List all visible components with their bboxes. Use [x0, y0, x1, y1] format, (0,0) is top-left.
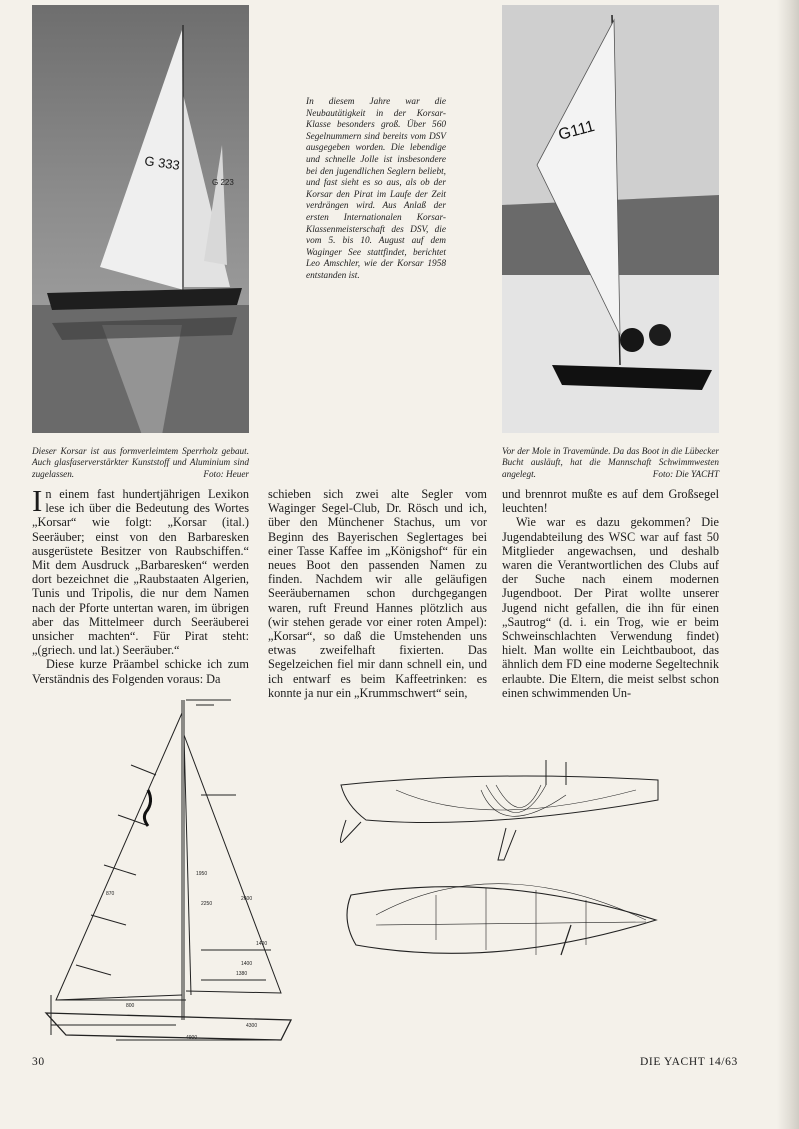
sail-plan-label: 1400 — [241, 961, 253, 967]
photo-korsar-g333 — [32, 5, 249, 433]
sail-plan-label: 870 — [106, 891, 115, 897]
sail-plan-drawing — [36, 695, 298, 1050]
sail-plan-label: 4900 — [186, 1035, 198, 1041]
sail-plan-label: 1400 — [256, 941, 268, 947]
intro-text: In diesem Jahre war die Neubautätigkeit in der Korsar-Klasse besonders groß. Über 560 Segelnummern sind bereits vom DSV ausgegeben worden. Die lebendige und schnelle Jolle ist insbesondere bei den jugendlichen Seglern beliebt, und fast sieht es so aus, als ob der Korsar den Pirat im Laufe der Zeit verdrängen wird. Aus Anlaß der ersten Internationalen Korsar-Klassenmeisterschaft des DSV, die vom 5. bis 10. August auf dem Waginger See stattfindet, berichtet Leo Amschler, wie der Korsar 1958 entstanden ist. — [306, 97, 446, 281]
article-column-2: schieben sich zwei alte Segler vom Waginger Segel-Club, Dr. Rösch und ich, über den Münchener Stachus, um vor Beginn des Bayerischen Seglertages bei einer Tasse Kaffee im „Königshof“ für ein neues Boot den passenden Namen zu finden. Nachdem wir alle geläufigen Seeräubernamen schon durchgegangen waren, ruft Freund Hannes plötzlich aus (wir stehen gerade vor einer roten Ampel): „Korsar“, so daß die Umstehenden uns etwas zweifelhaft fixierten. Das Segelzeichen fiel mir dann schnell ein, und ich entwarf es beim Kaffeetrinken: es konnte ja nur ein „Krummschwert“ sein, — [268, 487, 487, 700]
dropcap: I — [32, 483, 43, 518]
photo-korsar-g111 — [502, 5, 719, 433]
sail-plan-label: 2250 — [201, 901, 213, 907]
page-edge — [777, 0, 799, 1129]
sail-plan-label: 1380 — [236, 971, 248, 977]
photo-credit-right: Foto: Die YACHT — [652, 468, 719, 479]
sail-number-g111: G111 — [556, 117, 597, 144]
page-number: 30 — [32, 1056, 45, 1068]
sail-plan-label: 4300 — [246, 1023, 258, 1029]
caption-right-photo: Vor der Mole in Travemünde. Da das Boot in die Lübecker Bucht ausläuft, hat die Mannschaft Schwimmwesten angelegt. Foto: Die YACHT — [502, 446, 719, 479]
sail-number-g223: G 223 — [212, 178, 234, 187]
caption-left-photo: Dieser Korsar ist aus formverleimtem Sperrholz gebaut. Auch glasfaserverstärkter Kunststoff und Aluminium sind zugelassen. Foto: Heuer — [32, 446, 249, 479]
article-column-3: und brennrot mußte es auf dem Großsegel leuchten! Wie war es dazu gekommen? Die Jugendabteilung des WSC war auf fast 50 Mitglieder angewachsen, und deshalb waren die Verantwortlichen des Clubs auf der Suche nach einem modernen Jugendboot. Der Pirat wollte unserer Jugend nicht gefallen, die ihn für einen „Sautrog“ (d. i. ein Trog, wie er beim Schweinschlachten Verwendung findet) hielt. Man wollte ein Leichtbauboot, das ähnlich dem FD eine moderne Segeltechnik erlaubte. Die Eltern, die meist selbst schon einen schwimmenden Un- — [502, 487, 719, 700]
sail-number-g333: G 333 — [143, 153, 181, 173]
magazine-issue: DIE YACHT 14/63 — [640, 1056, 738, 1068]
sail-plan-label: 1950 — [196, 871, 208, 877]
hull-lines-drawing — [336, 760, 666, 975]
photo-credit-left: Foto: Heuer — [203, 468, 249, 479]
sail-plan-label: 2600 — [241, 896, 253, 902]
sail-plan-label: 800 — [126, 1003, 135, 1009]
article-column-1: In einem fast hundertjährigen Lexikon lese ich über die Bedeutung des Wortes „Korsar“ wie folgt: „Korsar (ital.) Seeräuber; einst von den Barbaresken ausgerüstete Besitzer von Raubschiffen.“ Mit dem Ausdruck „Barbaresken“ werden dort bezeichnet die „Raubstaaten Algerien, Tunis und Tripolis, die nur dem Namen nach der Pforte untertan waren, im übrigen aber das Mittelmeer durch Seeräuberei unsicher machten“. Für Pirat steht: „(griech. und lat.) Seeräuber.“ Diese kurze Präambel schicke ich zum Verständnis des Folgenden voraus: Da — [32, 483, 249, 686]
